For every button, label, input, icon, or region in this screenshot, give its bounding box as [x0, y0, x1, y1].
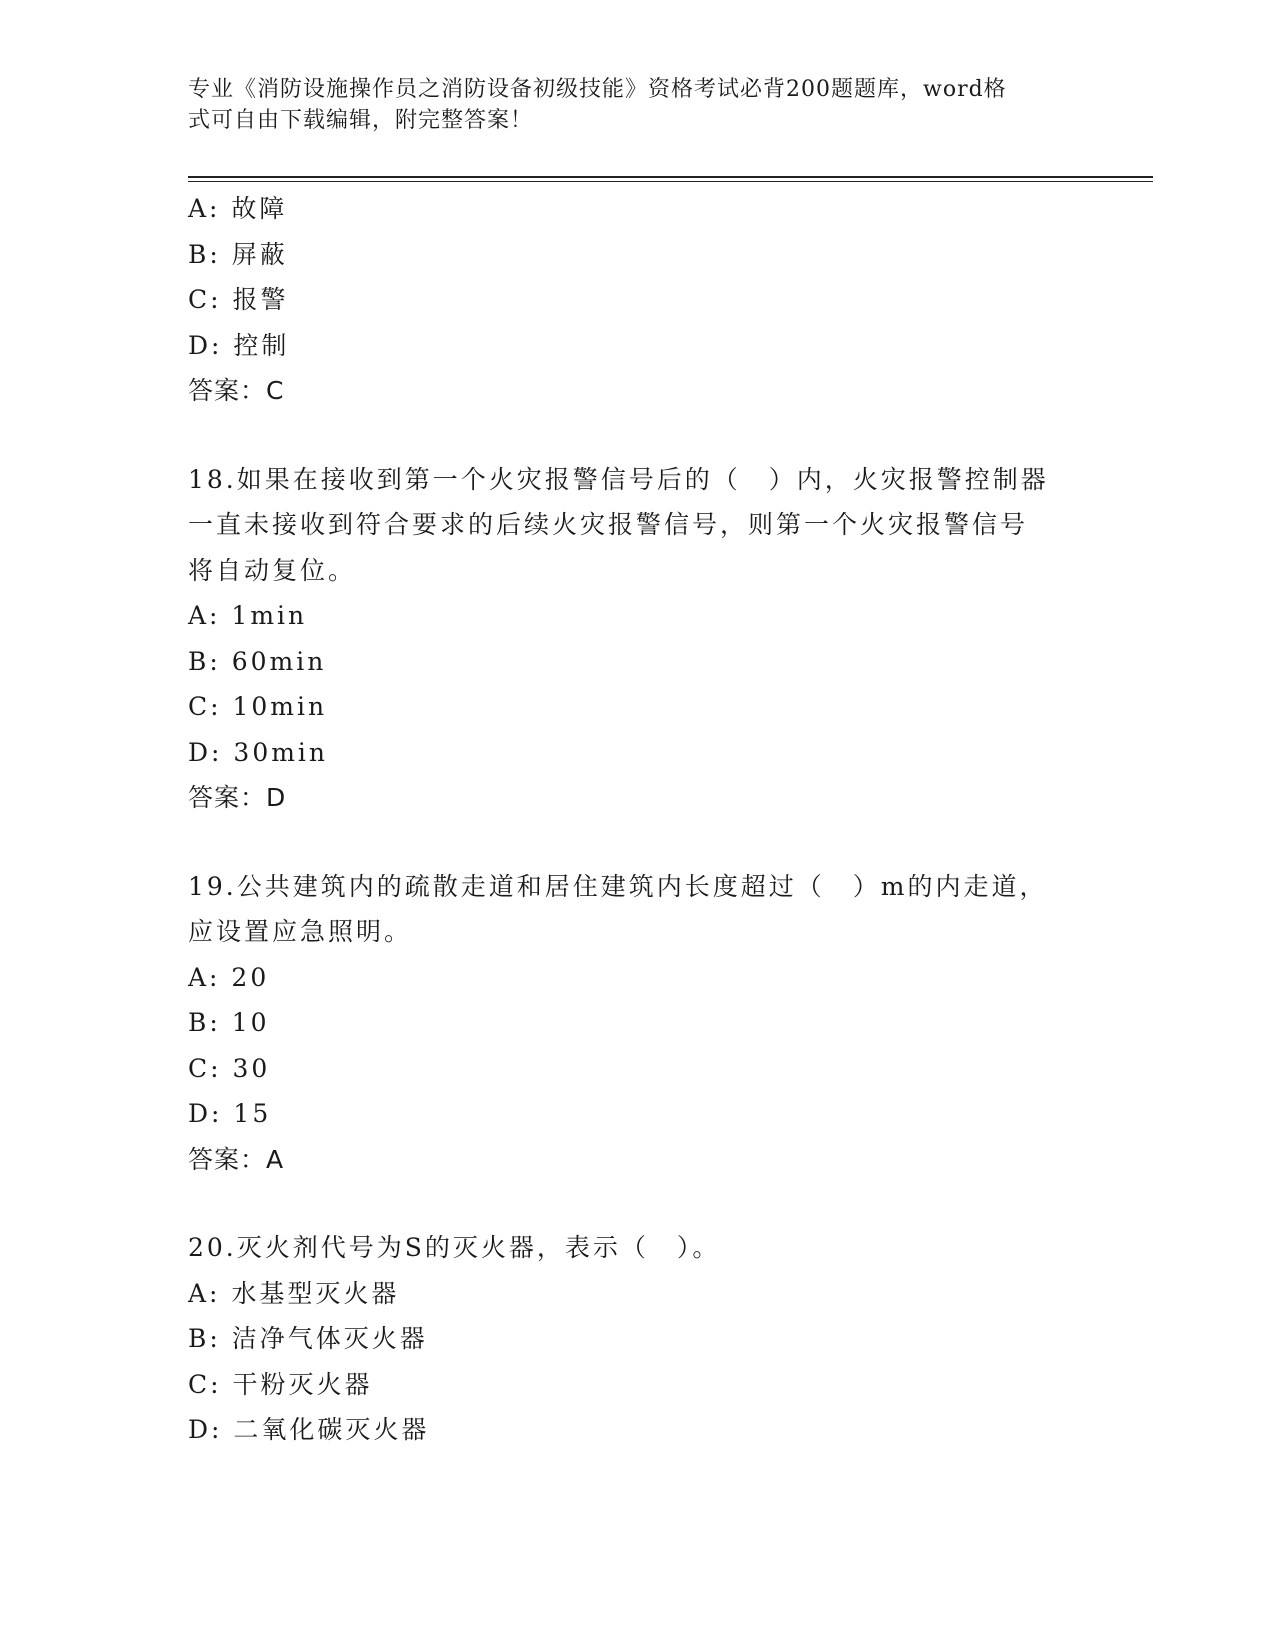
- question-text: [188, 864, 1088, 955]
- option-b: B: 10: [188, 1008, 270, 1037]
- header-line-2: 式可自由下载编辑，附完整答案！: [188, 108, 534, 133]
- question-text-line: 一直未接收到符合要求的后续火灾报警信号，则第一个火灾报警信号: [188, 510, 1029, 539]
- question-text: [188, 457, 1088, 594]
- option-a: A: 20: [188, 962, 270, 992]
- option-a: A: 1min: [188, 601, 308, 630]
- option-a: A: 故障: [188, 194, 288, 223]
- option-b: B: 洁净气体灭火器: [188, 1324, 428, 1353]
- answer-label: 答案：D: [188, 783, 287, 812]
- header-divider-thick: [188, 176, 1153, 178]
- question-text-line: 18.如果在接收到第一个火灾报警信号后的（ ）内，火灾报警控制器: [188, 464, 1049, 494]
- option-b: B: 60min: [188, 646, 327, 676]
- question-17: [188, 186, 1088, 414]
- option-d: D: 二氧化碳灭火器: [188, 1415, 430, 1444]
- question-text-line: 19.公共建筑内的疏散走道和居住建筑内长度超过（ ）m的内走道，: [188, 871, 1048, 901]
- option-a: A: 水基型灭火器: [188, 1278, 400, 1308]
- question-text-line: 应设置应急照明。: [188, 917, 413, 946]
- question-text-line: 将自动复位。: [188, 555, 357, 585]
- header-line-1: 专业《消防设施操作员之消防设备初级技能》资格考试必背200题题库，word格: [188, 77, 1007, 102]
- option-d: D: 15: [188, 1099, 272, 1128]
- option-b: B: 屏蔽: [188, 239, 288, 269]
- document-header: [188, 74, 1068, 136]
- header-divider-thin: [188, 181, 1153, 182]
- question-list: [188, 186, 1088, 1453]
- question-18: [188, 457, 1088, 821]
- question-text-line: 20.灭火剂代号为S的灭火器，表示（ ）。: [188, 1233, 721, 1262]
- question-20: [188, 1225, 1088, 1453]
- option-c: C: 报警: [188, 285, 289, 314]
- option-c: C: 30: [188, 1053, 271, 1083]
- question-19: [188, 864, 1088, 1183]
- question-text: [188, 1225, 1088, 1271]
- option-d: D: 30min: [188, 737, 329, 767]
- option-d: D: 控制: [188, 330, 290, 360]
- answer-label: 答案：A: [188, 1144, 285, 1174]
- option-c: C: 10min: [188, 692, 328, 721]
- answer-label: 答案：C: [188, 376, 285, 405]
- option-c: C: 干粉灭火器: [188, 1369, 373, 1399]
